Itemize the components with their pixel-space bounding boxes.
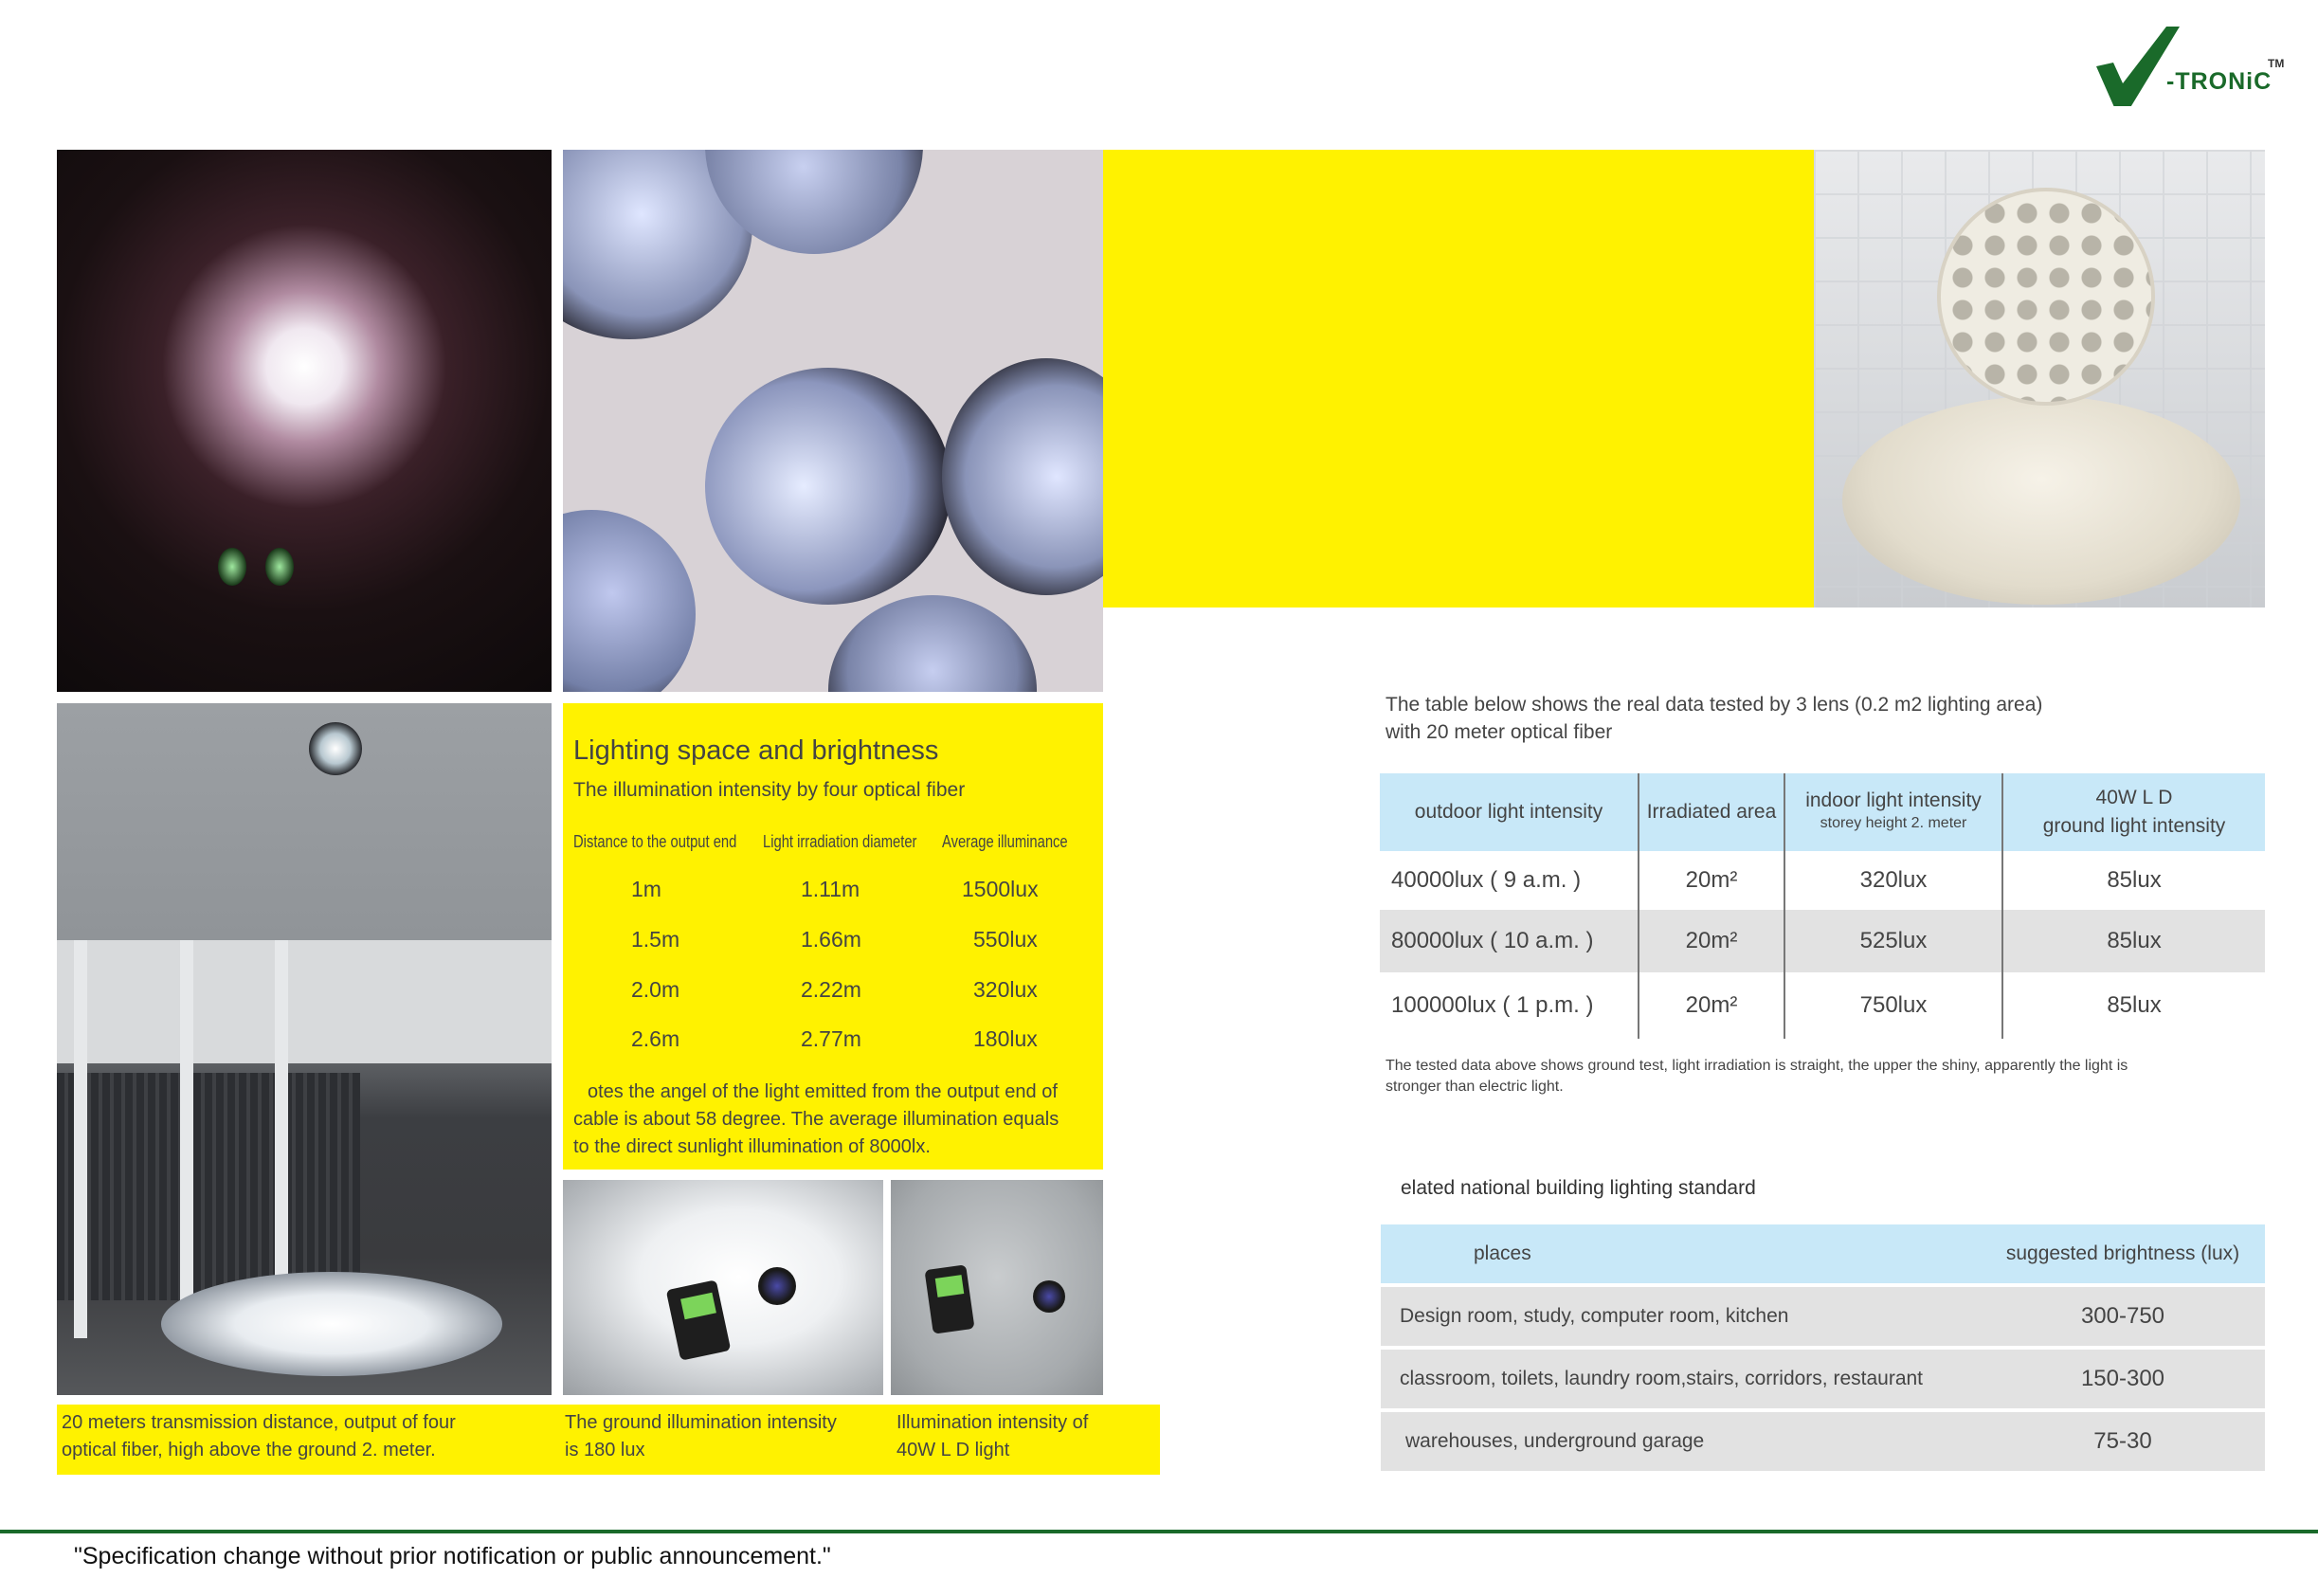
cell-led: 85lux bbox=[2002, 972, 2265, 1039]
distance-value: 1m bbox=[631, 877, 661, 901]
header-led-main: 40W L D bbox=[2095, 787, 2173, 808]
header-diameter: Light irradiation diameter bbox=[763, 832, 917, 851]
photo-lamp-dark bbox=[57, 150, 552, 692]
cell-indoor: 750lux bbox=[1784, 972, 2002, 1039]
footer-divider bbox=[0, 1530, 2318, 1533]
header-area: Irradiated area bbox=[1639, 773, 1784, 851]
cell-area: 20m² bbox=[1639, 910, 1784, 972]
table-header-row bbox=[1381, 1224, 2265, 1283]
distance-value: 2.0m bbox=[631, 977, 680, 1002]
illuminance-value: 180lux bbox=[973, 1026, 1038, 1051]
caption-led-line: 40W L D light bbox=[896, 1440, 1010, 1460]
test-intro-line: with 20 meter optical fiber bbox=[1385, 721, 1613, 743]
caption-led-line: Illumination intensity of bbox=[896, 1412, 1089, 1433]
photo-room-test bbox=[57, 703, 552, 1395]
test-data-table bbox=[1380, 773, 2265, 1039]
table-row bbox=[1381, 1287, 2265, 1346]
table-row bbox=[1381, 1412, 2265, 1471]
lighting-note-line: to the direct sunlight illumination of 8000lx. bbox=[573, 1136, 931, 1157]
cell-outdoor: 80000lux ( 10 a.m. ) bbox=[1391, 928, 1594, 953]
caption-ground-line: The ground illumination intensity bbox=[565, 1412, 837, 1433]
diameter-value: 1.11m bbox=[801, 877, 860, 901]
photo-lens-fixture bbox=[1814, 150, 2265, 608]
footer-disclaimer: "Specification change without prior notification or public announcement." bbox=[74, 1543, 831, 1569]
cell-places: warehouses, underground garage bbox=[1405, 1430, 1705, 1452]
cell-brightness: 300-750 bbox=[2080, 1303, 2165, 1329]
header-brightness: suggested brightness (lux) bbox=[2005, 1242, 2240, 1264]
illuminance-value: 550lux bbox=[973, 927, 1038, 952]
distance-value: 1.5m bbox=[631, 927, 680, 952]
header-outdoor: outdoor light intensity bbox=[1414, 801, 1603, 823]
lighting-note-line: cable is about 58 degree. The average illumination equals bbox=[573, 1109, 1059, 1130]
header-places: places bbox=[1474, 1242, 1531, 1264]
cell-brightness: 150-300 bbox=[2080, 1366, 2165, 1391]
diameter-value: 2.22m bbox=[801, 977, 861, 1002]
photo-lens-array bbox=[563, 150, 1103, 692]
table-row bbox=[1380, 851, 2265, 910]
cell-led: 85lux bbox=[2002, 910, 2265, 972]
header-illuminance: Average illuminance bbox=[942, 832, 1068, 851]
photo-led-meter bbox=[891, 1180, 1103, 1395]
lighting-note-line: otes the angel of the light emitted from the output end of bbox=[588, 1081, 1058, 1102]
cell-places: classroom, toilets, laundry room,stairs, corridors, restaurant bbox=[1400, 1368, 1924, 1389]
cell-places: Design room, study, computer room, kitchen bbox=[1400, 1305, 1789, 1327]
lighting-data-box bbox=[563, 703, 1103, 1170]
table-row bbox=[1380, 910, 2265, 972]
distance-value: 2.6m bbox=[631, 1026, 680, 1051]
cell-indoor: 525lux bbox=[1784, 910, 2002, 972]
logo-text: -TRONiC bbox=[2166, 68, 2273, 95]
header-indoor bbox=[1784, 773, 2002, 851]
header-led-sub: ground light intensity bbox=[2042, 815, 2226, 837]
cell-led: 85lux bbox=[2002, 851, 2265, 910]
cell-indoor: 320lux bbox=[1784, 851, 2002, 910]
lighting-box-title: Lighting space and brightness bbox=[573, 735, 939, 766]
lighting-box-subtitle: The illumination intensity by four optical fiber bbox=[573, 779, 966, 801]
diameter-value: 1.66m bbox=[801, 927, 861, 952]
header-indoor-sub: storey height 2. meter bbox=[1820, 815, 1967, 831]
cell-area: 20m² bbox=[1639, 972, 1784, 1039]
captions-strip bbox=[57, 1405, 1160, 1475]
table-header-row bbox=[1380, 773, 2265, 851]
caption-room-line: optical fiber, high above the ground 2. meter. bbox=[62, 1440, 436, 1460]
trademark-mark: TM bbox=[2268, 57, 2285, 70]
table-row bbox=[1381, 1350, 2265, 1408]
cell-outdoor: 100000lux ( 1 p.m. ) bbox=[1391, 992, 1594, 1018]
illuminance-value: 1500lux bbox=[962, 877, 1039, 901]
caption-room-line: 20 meters transmission distance, output of four bbox=[62, 1412, 456, 1433]
header-led bbox=[2002, 773, 2265, 851]
caption-ground-line: is 180 lux bbox=[565, 1440, 645, 1460]
diameter-value: 2.77m bbox=[801, 1026, 861, 1051]
test-intro-line: The table below shows the real data tested by 3 lens (0.2 m2 lighting area) bbox=[1385, 694, 2043, 716]
test-note-line: The tested data above shows ground test, light irradiation is straight, the upper the shiny, apparently the light is bbox=[1385, 1058, 2128, 1074]
cell-outdoor: 40000lux ( 9 a.m. ) bbox=[1391, 867, 1582, 893]
test-note-line: stronger than electric light. bbox=[1385, 1079, 1564, 1095]
standard-table bbox=[1381, 1221, 2265, 1475]
header-distance: Distance to the output end bbox=[573, 832, 737, 851]
cell-area: 20m² bbox=[1639, 851, 1784, 910]
photo-ground-meter bbox=[563, 1180, 883, 1395]
header-indoor-main: indoor light intensity bbox=[1805, 789, 1982, 811]
table-row bbox=[1380, 972, 2265, 1039]
illuminance-value: 320lux bbox=[973, 977, 1038, 1002]
cell-brightness: 75-30 bbox=[2093, 1428, 2152, 1454]
standard-title: elated national building lighting standard bbox=[1401, 1177, 1756, 1199]
top-yellow-panel bbox=[1103, 150, 1814, 608]
